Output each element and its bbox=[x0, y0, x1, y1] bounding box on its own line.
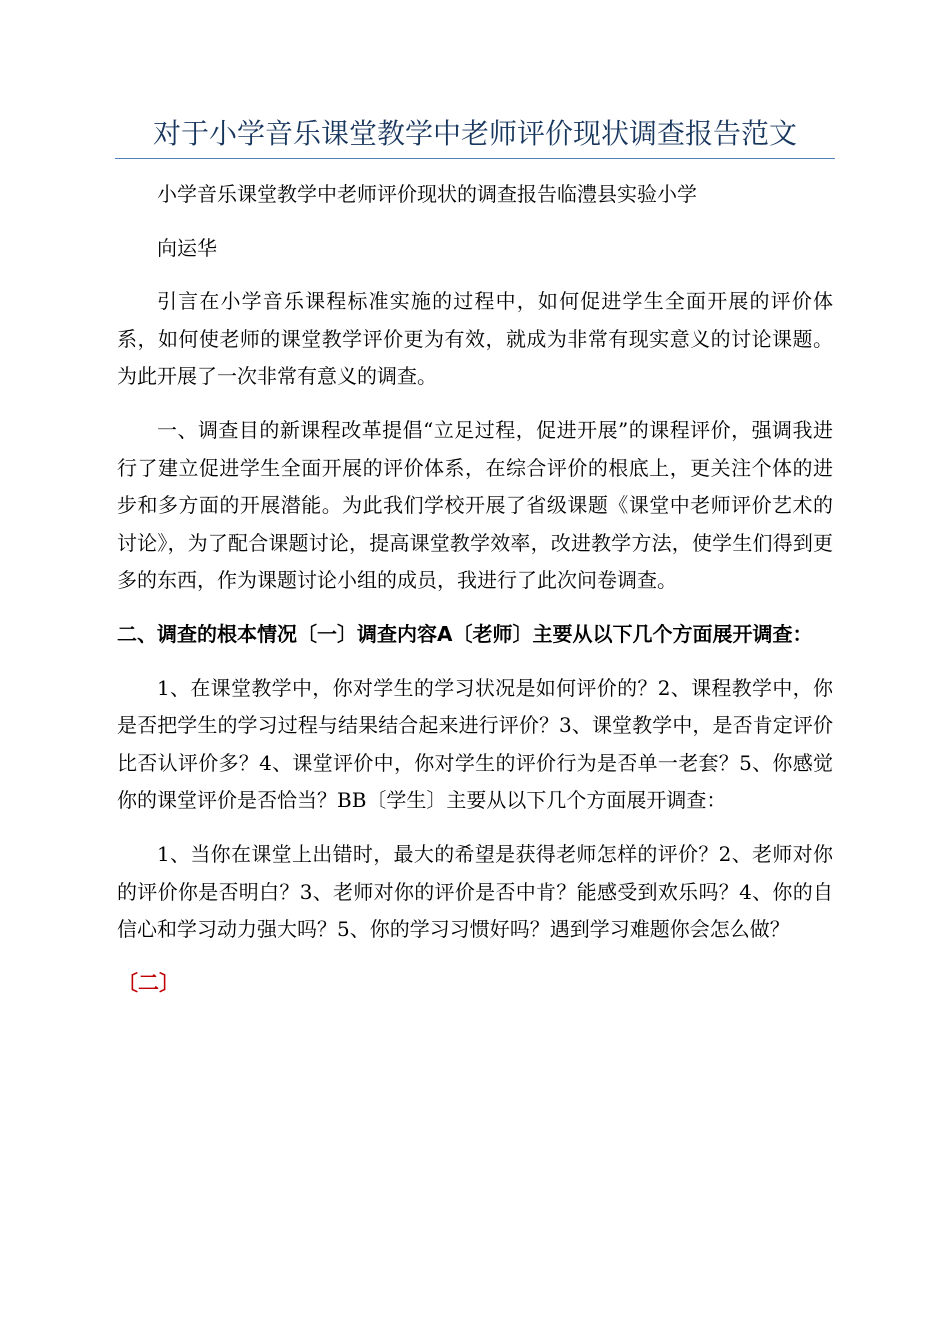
teacher-questions-paragraph: 1、在课堂教学中，你对学生的学习状况是如何评价的？2、课程教学中，你是否把学生的学习过程与结果结合起来进行评价？3、课堂教学中，是否肯定评价比否认评价多？4、课堂评价中，你对学生的评价行为是否单一老套？5、你感觉你的课堂评价是否恰当？BB〔学生〕主要从以下几个方面展开调查： bbox=[117, 675, 833, 813]
subtitle-paragraph: 小学音乐课堂教学中老师评价现状的调查报告临澧县实验小学 bbox=[157, 182, 697, 206]
author-paragraph: 向运华 bbox=[157, 235, 217, 260]
document-title: 对于小学音乐课堂教学中老师评价现状调查报告范文 bbox=[115, 112, 835, 159]
subsection2-heading: 〔二〕 bbox=[117, 970, 180, 995]
section2-heading: 二、调查的根本情况〔一〕调查内容A〔老师〕主要从以下几个方面展开调查： bbox=[117, 621, 813, 646]
section1-paragraph: 一、调查目的新课程改革提倡“立足过程，促进开展”的课程评价，强调我进行了建立促进学生全面开展的评价体系，在综合评价的根底上，更关注个体的进步和多方面的开展潜能。为此我们学校开展了省级课题《课堂中老师评价艺术的讨论》，为了配合课题讨论，提高课堂教学效率，改进教学方法，使学生们得到更多的东西，作为课题讨论小组的成员，我进行了此次问卷调查。 bbox=[117, 417, 833, 593]
document-body bbox=[117, 176, 833, 1002]
student-questions-paragraph: 1、当你在课堂上出错时，最大的希望是获得老师怎样的评价？2、老师对你的评价你是否明白？3、老师对你的评价是否中肯？能感受到欢乐吗？4、你的自信心和学习动力强大吗？5、你的学习习惯好吗？遇到学习难题你会怎么做？ bbox=[117, 841, 833, 942]
intro-paragraph: 引言在小学音乐课程标准实施的过程中，如何促进学生全面开展的评价体系，如何使老师的课堂教学评价更为有效，就成为非常有现实意义的讨论课题。为此开展了一次非常有意义的调查。 bbox=[117, 289, 833, 389]
